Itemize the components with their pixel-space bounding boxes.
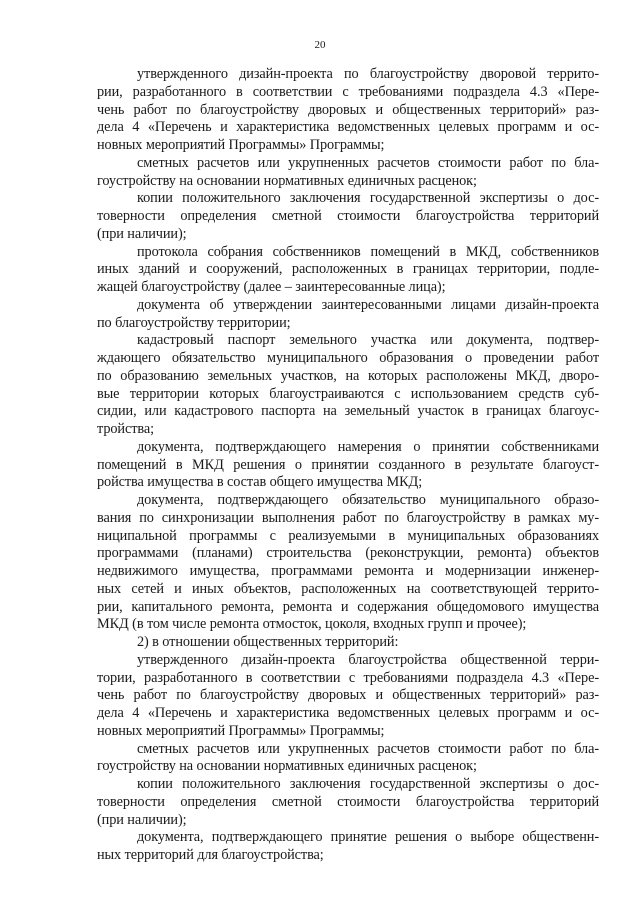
text-line: документа, подтверждающего принятие решения о выборе общественн- <box>137 829 599 846</box>
text-line: ных территорий для благоустройства; <box>97 847 324 863</box>
text-line: утвержденного дизайн-проекта по благоустройству дворовой террито- <box>137 66 599 82</box>
text-line: товерности определения сметной стоимости благоустройства территорий <box>97 208 599 224</box>
text-line: новных мероприятий Программы» Программы; <box>97 722 385 739</box>
text-line: чень работ по благоустройству дворовых и общественных территорий» раз- <box>97 101 599 118</box>
text-line: ройства имущества в состав общего имущества МКД; <box>97 474 423 491</box>
text-line: ниципальной программы с реализуемыми в муниципальных образованиях <box>97 527 599 544</box>
text-line: МКД (в том числе ремонта отмосток, цоколя, входных групп и прочее); <box>97 616 527 633</box>
text-line: дела 4 «Перечень и характеристика ведомственных целевых программ и ос- <box>97 119 599 136</box>
text-line: новных мероприятий Программы» Программы; <box>97 137 385 153</box>
page-number: 20 <box>314 39 326 51</box>
text-line: вания по синхронизации выполнения работ по благоустройству в рамках му- <box>97 509 599 526</box>
text-line: гоустройству на основании нормативных единичных расценок; <box>97 758 477 775</box>
text-line: документа, подтверждающего обязательство муниципального образо- <box>137 492 599 508</box>
text-line: ных сетей и иных объектов, расположенных на соответствующей террито- <box>97 580 599 597</box>
text-line: копии положительного заключения государственной экспертизы о дос- <box>137 776 599 792</box>
text-line: вые территории которых благоустраиваются с использованием средств суб- <box>97 385 599 402</box>
text-line: (при наличии); <box>97 811 187 828</box>
text-line: документа, подтверждающего намерения о принятии собственниками <box>137 438 599 455</box>
text-line: сметных расчетов или укрупненных расчетов стоимости работ по бла- <box>137 740 599 757</box>
text-line: по образованию земельных участков, на которых расположены МКД, дворо- <box>97 367 599 384</box>
text-line: сидии, или кадастрового паспорта на земельный участок в границах благоус- <box>97 403 599 420</box>
text-line: помещений в МКД решения о принятии созданного в результате благоуст- <box>97 456 599 473</box>
text-line: рии, разработанного в соответствии с требованиями подраздела 4.3 «Пере- <box>97 83 599 100</box>
text-line: недвижимого имущества, программами ремонта и модернизации инженер- <box>97 563 599 579</box>
text-line: программами (планами) строительства (реконструкции, ремонта) объектов <box>97 545 599 562</box>
text-line: 2) в отношении общественных территорий: <box>137 634 399 650</box>
text-line: утвержденного дизайн-проекта благоустройства общественной терри- <box>137 651 599 668</box>
text-line: товерности определения сметной стоимости благоустройства территорий <box>97 793 599 810</box>
text-line: по благоустройству территории; <box>97 314 291 331</box>
text-line: документа об утверждении заинтересованными лицами дизайн-проекта <box>137 296 599 313</box>
document-body <box>97 66 599 865</box>
text-line: протокола собрания собственников помещений в МКД, собственников <box>137 243 599 260</box>
text-line: (при наличии); <box>97 225 187 242</box>
text-line: ждающего обязательство муниципального образования о проведении работ <box>97 350 599 366</box>
text-line: тории, разработанного в соответствии с требованиями подраздела 4.3 «Пере- <box>97 669 599 686</box>
text-line: дела 4 «Перечень и характеристика ведомственных целевых программ и ос- <box>97 705 599 721</box>
text-line: гоустройству на основании нормативных единичных расценок; <box>97 172 477 189</box>
text-line: кадастровый паспорт земельного участка или документа, подтвер- <box>137 332 599 349</box>
text-line: сметных расчетов или укрупненных расчетов стоимости работ по бла- <box>137 154 599 171</box>
text-line: жащей благоустройству (далее – заинтересованные лица); <box>97 279 446 295</box>
text-line: чень работ по благоустройству дворовых и общественных территорий» раз- <box>97 687 599 704</box>
text-line: рии, капитального ремонта, ремонта и содержания общедомового имущества <box>97 598 599 615</box>
text-line: иных зданий и сооружений, расположенных в границах территории, подле- <box>97 261 599 278</box>
text-line: копии положительного заключения государственной экспертизы о дос- <box>137 190 599 207</box>
text-line: тройства; <box>97 421 154 437</box>
